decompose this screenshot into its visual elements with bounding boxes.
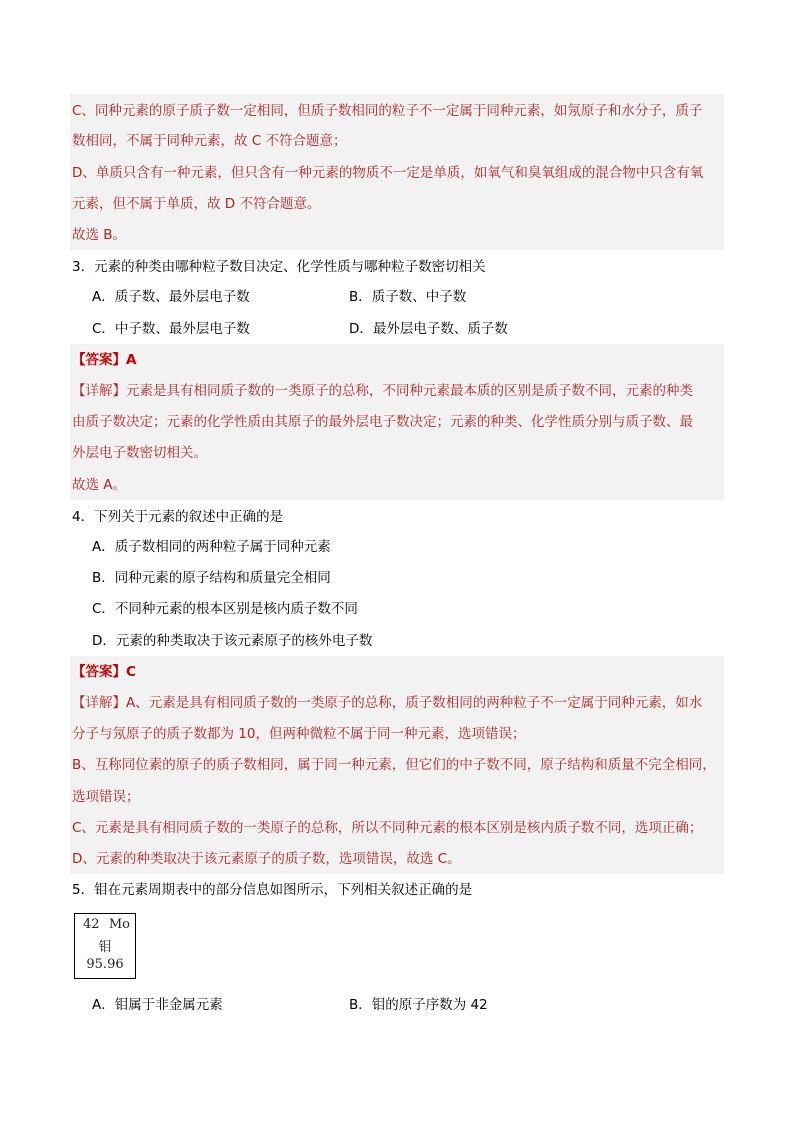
q4-detail-line: D、元素的种类取决于该元素原子的质子数，选项错误，故选 C。 [72,851,461,867]
periodic-table-cell [74,913,136,979]
q4-stem: 4．下列关于元素的叙述中正确的是 [72,509,284,525]
q3-option-c: C．中子数、最外层电子数 [92,321,250,337]
q4-option-a: A．质子数相同的两种粒子属于同种元素 [92,539,331,555]
q3-option-d: D．最外层电子数、质子数 [349,321,508,337]
q3-option-a: A．质子数、最外层电子数 [92,289,250,305]
q5-option-b: B．钼的原子序数为 42 [349,997,488,1013]
q4-detail-line: B、互称同位素的原子的质子数相同，属于同一种元素，但它们的中子数不同，原子结构和质量不完全相同， [72,757,716,773]
q2-answer-line: D、单质只含有一种元素，但只含有一种元素的物质不一定是单质，如氧气和臭氧组成的混合物中只含有氧 [72,165,704,181]
atomic-number: 42 [83,917,100,932]
q4-answer-tag: 【答案】C [72,664,136,680]
atomic-mass: 95.96 [86,957,124,972]
q2-answer-line: 故选 B。 [72,227,127,243]
q3-detail-line: 外层电子数密切相关。 [72,445,207,461]
q3-answer-tag: 【答案】A [72,352,137,368]
q2-answer-line: 数相同，不属于同种元素，故 C 不符合题意； [72,133,347,149]
q3-option-b: B．质子数、中子数 [349,289,467,305]
q5-stem: 5．钼在元素周期表中的部分信息如图所示，下列相关叙述正确的是 [72,882,473,898]
q3-detail-line: 由质子数决定；元素的化学性质由其原子的最外层电子数决定；元素的种类、化学性质分别与质子数、最 [72,414,693,430]
q5-option-a: A．钼属于非金属元素 [92,997,223,1013]
q4-detail-line: 分子与氖原子的质子数都为 10，但两种微粒不属于同一种元素，选项错误； [72,726,526,742]
q4-option-b: B．同种元素的原子结构和质量完全相同 [92,570,331,586]
q4-option-c: C．不同种元素的根本区别是核内质子数不同 [92,601,358,617]
element-symbol: Mo [108,917,130,932]
q2-answer-line: 元素，但不属于单质，故 D 不符合题意。 [72,196,321,212]
q4-detail-line: 选项错误； [72,789,140,805]
q4-option-d: D．元素的种类取决于该元素原子的核外电子数 [92,633,373,649]
element-name: 钼 [98,940,112,955]
q4-detail-line: C、元素是具有相同质子数的一类原子的总称，所以不同种元素的根本区别是核内质子数不同，选项正确； [72,820,703,836]
q3-stem: 3．元素的种类由哪种粒子数目决定、化学性质与哪种粒子数密切相关 [72,259,486,275]
q3-detail-line: 故选 A。 [72,477,127,493]
q2-answer-line: C、同种元素的原子质子数一定相同，但质子数相同的粒子不一定属于同种元素，如氖原子和水分子，质子 [72,103,703,119]
q3-detail-line: 【详解】元素是具有相同质子数的一类原子的总称，不同种元素最本质的区别是质子数不同，元素的种类 [72,383,693,399]
q4-detail-line: 【详解】A、元素是具有相同质子数的一类原子的总称，质子数相同的两种粒子不一定属于同种元素，如水 [72,695,703,711]
